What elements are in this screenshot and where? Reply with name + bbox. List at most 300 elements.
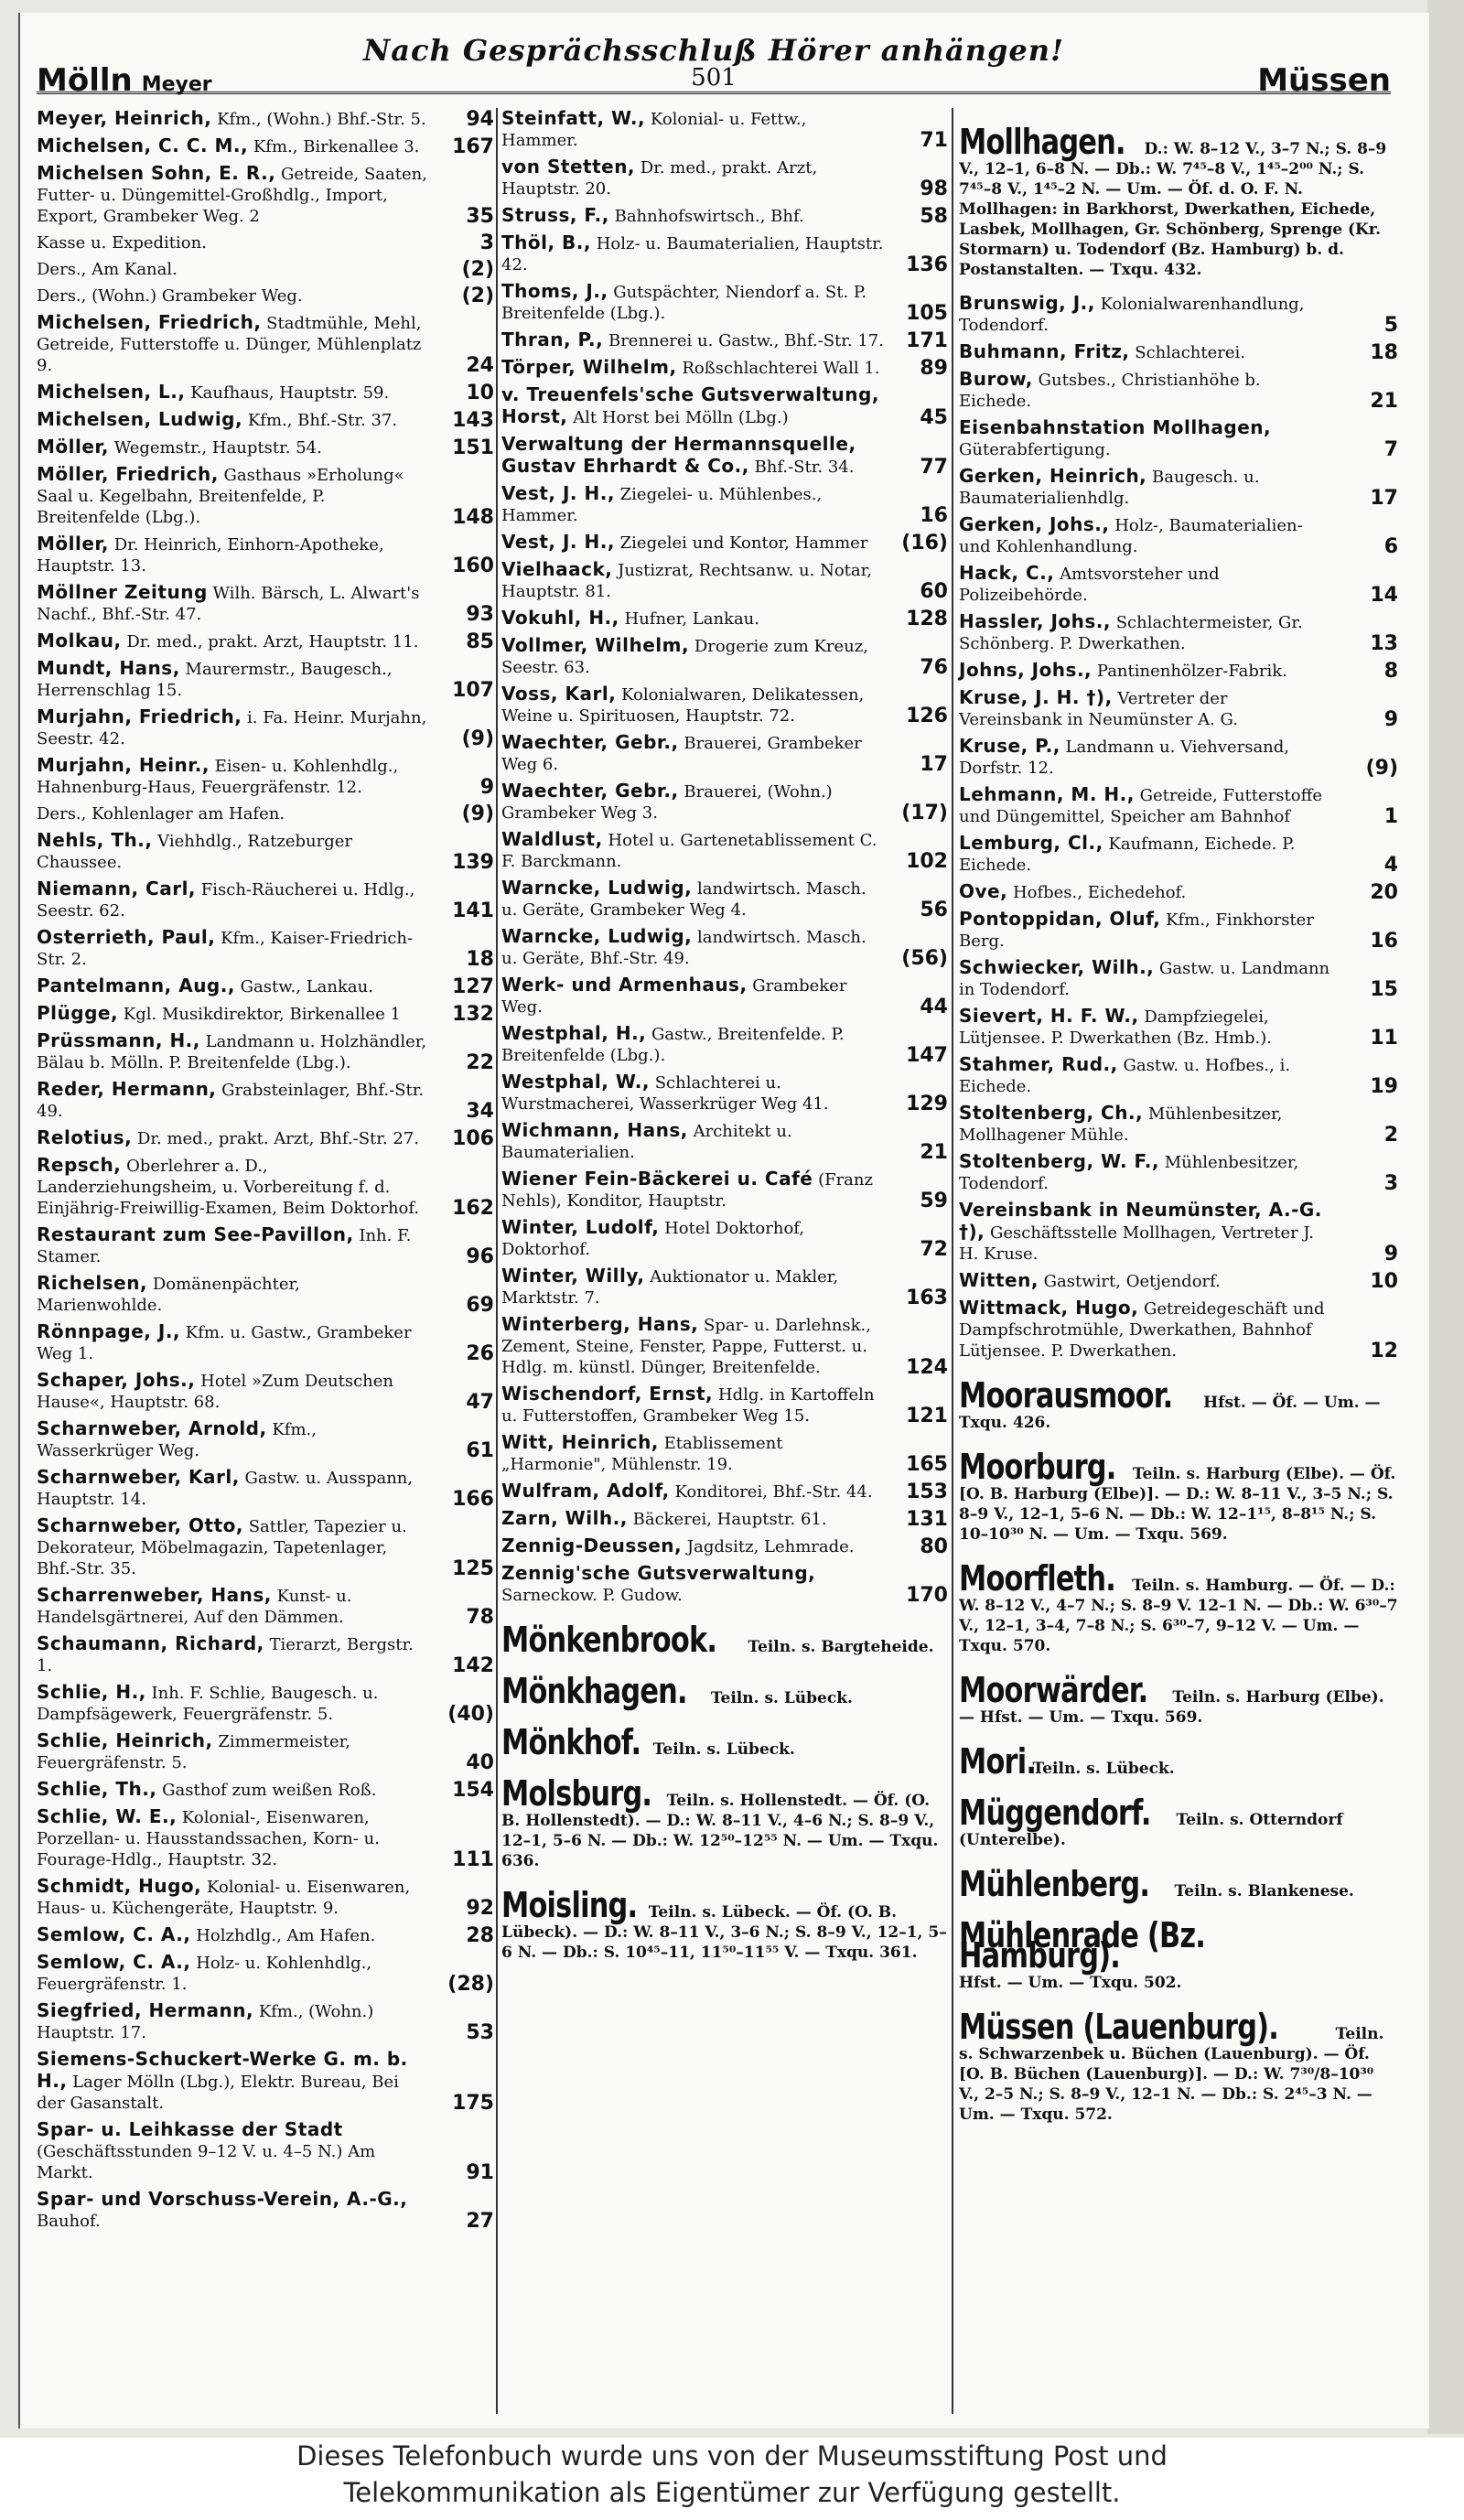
entry-name: Möller, xyxy=(37,436,109,458)
entry-name: Zarn, Wilh., xyxy=(501,1507,628,1529)
entry-name: Buhmann, Fritz, xyxy=(959,340,1130,362)
phone-number: 10 xyxy=(1370,1270,1398,1293)
directory-entry xyxy=(37,1321,494,1364)
entry-name: Schlie, Heinrich, xyxy=(37,1729,213,1751)
entry-details: Tierarzt, Bergstr. 1. xyxy=(37,1635,414,1675)
directory-entry xyxy=(37,1273,494,1316)
directory-entry xyxy=(501,608,948,630)
entry-details: Sattler, Tapezier u. Dekorateur, Möbelmagazin, Tapetenlager, Bhf.-Str. 35. xyxy=(37,1517,407,1578)
entry-name: Winterberg, Hans, xyxy=(501,1313,699,1335)
entry-name: Thöl, B., xyxy=(501,232,591,253)
directory-entry xyxy=(501,684,948,727)
entry-name: Rönnpage, J., xyxy=(37,1320,181,1342)
phone-number: 4 xyxy=(1383,854,1398,877)
entry-details: Gastwirt, Oetjendorf. xyxy=(1043,1272,1221,1291)
place-heading xyxy=(501,1620,948,1660)
directory-entry xyxy=(501,532,948,554)
place-heading xyxy=(501,1722,948,1762)
phone-number: (56) xyxy=(901,947,948,970)
place-name: Molsburg. xyxy=(501,1773,652,1814)
entry-name: Siemens-Schuckert-Werke G. m. b. H., xyxy=(37,2048,408,2092)
entry-name: Gerken, Johs., xyxy=(959,513,1110,535)
entry-name: Ove, xyxy=(959,880,1008,902)
place-heading xyxy=(501,1671,948,1711)
entry-details: Sarneckow. P. Gudow. xyxy=(501,1586,683,1605)
entry-details: Gasthaus »Erholung« Saal u. Kegelbahn, Breitenfelde, P. Breitenfelde (Lbg.). xyxy=(37,466,404,527)
entry-name: Schmidt, Hugo, xyxy=(37,1875,202,1897)
directory-entry xyxy=(501,1535,948,1557)
phone-number: 102 xyxy=(906,850,948,873)
directory-entry xyxy=(37,436,494,458)
directory-entry xyxy=(501,232,948,275)
place-info: D.: W. 8–12 V., 3–7 N.; S. 8–9 V., 12–1, 6–8 N. — Db.: W. 7⁴⁵–8 V., 1⁴⁵–2⁰⁰ N.; S. 7⁴⁵–8 V., 1⁴⁵–2 N. — Um. — Öf. d. O. F. N. Mollhagen: in Barkhorst, Dwerkathen, Eichede, Lasbek, Mollhagen, Gr. Schönberg, Sprenge (Kr. Stormarn) u. Todendorf (Bz. Hamburg) b. d. Postanstalten. — Txqu. 432. xyxy=(959,140,1387,279)
phone-number: 56 xyxy=(920,899,948,921)
entry-name: Winter, Ludolf, xyxy=(501,1216,660,1238)
directory-entry xyxy=(959,341,1398,363)
page-number: 501 xyxy=(691,64,737,92)
phone-number: 85 xyxy=(466,630,494,653)
entry-details: Domänenpächter, Marienwohlde. xyxy=(37,1275,300,1315)
directory-entry xyxy=(959,1103,1398,1146)
directory-entry xyxy=(37,1806,494,1870)
phone-number: 77 xyxy=(920,456,948,479)
directory-entry xyxy=(959,1200,1398,1265)
entry-name: Prüssmann, H., xyxy=(37,1029,200,1051)
entry-details: Stadtmühle, Mehl, Getreide, Futterstoffe u. Dünger, Mühlenplatz 9. xyxy=(37,314,422,375)
entry-details: Kolonialwaren, Delikatessen, Weine u. Spirituosen, Hauptstr. 72. xyxy=(501,685,865,726)
phone-number: 40 xyxy=(466,1751,494,1774)
directory-entry xyxy=(37,975,494,997)
place-heading xyxy=(959,1741,1398,1782)
directory-entry xyxy=(501,1023,948,1066)
phone-number: 80 xyxy=(920,1535,948,1558)
entry-name: Möller, Friedrich, xyxy=(37,463,219,485)
directory-entry xyxy=(959,1151,1398,1194)
phone-number: (17) xyxy=(901,802,948,824)
entry-details: Dr. med., prakt. Arzt, Hauptstr. 11. xyxy=(126,632,419,652)
directory-entry xyxy=(501,1120,948,1163)
directory-entry xyxy=(37,582,494,625)
directory-entry xyxy=(959,293,1398,336)
entry-name: Warncke, Ludwig, xyxy=(501,925,693,947)
phone-number: 18 xyxy=(1370,341,1398,364)
entry-name: Witten, xyxy=(959,1269,1039,1291)
phone-number: 128 xyxy=(906,608,948,630)
phone-number: 44 xyxy=(920,996,948,1018)
place-heading xyxy=(959,1915,1398,1993)
phone-number: 17 xyxy=(920,753,948,776)
footer-line-2: Telekommunikation als Eigentümer zur Verfügung gestellt. xyxy=(343,2477,1121,2508)
entry-details: Inh. F. Schlie, Baugesch. u. Dampfsägewerk, Feuergräfenstr. 5. xyxy=(37,1684,379,1724)
column-divider xyxy=(952,108,953,2414)
phone-number: 76 xyxy=(920,656,948,679)
entry-details: Grabsteinlager, Bhf.-Str. 49. xyxy=(37,1081,425,1121)
entry-name: Wichmann, Hans, xyxy=(501,1119,688,1141)
phone-number: 24 xyxy=(466,354,494,377)
entry-name: Thran, P., xyxy=(501,328,604,350)
entry-name: Spar- und Vorschuss-Verein, A.-G., xyxy=(37,2188,408,2210)
directory-entry xyxy=(37,1515,494,1579)
phone-number: 147 xyxy=(906,1044,948,1067)
entry-name: Zennig-Deussen, xyxy=(501,1535,683,1556)
place-info: Teiln. s. Harburg (Elbe). — Öf. [O. B. Harburg (Elbe)]. — D.: W. 8–11 V., 3–5 N.; S. 8–9 V., 12–1, 5–6 N. — Db.: W. 12–1¹⁵, 8–8¹⁵ N.; S. 10–10³⁰ N. — Um. — Txqu. 569. xyxy=(959,1465,1396,1544)
entry-name: Michelsen, Friedrich, xyxy=(37,311,262,333)
directory-entry xyxy=(501,434,948,478)
place-heading xyxy=(959,2007,1398,2125)
phone-number: 18 xyxy=(466,948,494,971)
entry-name: Vokuhl, H., xyxy=(501,607,619,629)
phone-number: 17 xyxy=(1370,487,1398,510)
entry-details: Hotel Doktorhof, Doktorhof. xyxy=(501,1219,805,1259)
entry-name: Repsch, xyxy=(37,1154,122,1176)
entry-details: Auktionator u. Makler, Marktstr. 7. xyxy=(501,1267,839,1308)
place-info: Teiln. s. Hollenstedt. — Öf. (O. B. Hollenstedt). — D.: W. 8–11 V., 4–6 N.; S. 8–9 V., 12–1, 5–6 N. — Db.: W. 12⁵⁰–12⁵⁵ N. — Um. — Txqu. 636. xyxy=(501,1792,939,1870)
entry-details: Gastw. u. Landmann in Todendorf. xyxy=(959,959,1330,999)
entry-details: Kaufmann, Eichede. P. Eichede. xyxy=(959,835,1296,875)
entry-name: Vest, J. H., xyxy=(501,531,615,553)
phone-number: 14 xyxy=(1370,584,1398,607)
entry-name: Richelsen, xyxy=(37,1272,148,1294)
entry-name: Hack, C., xyxy=(959,562,1055,584)
entry-name: Möller, xyxy=(37,533,109,555)
directory-entry xyxy=(37,409,494,431)
directory-entry xyxy=(37,1418,494,1461)
directory-entry xyxy=(37,830,494,873)
entry-name: Hassler, Johs., xyxy=(959,610,1111,632)
directory-entry xyxy=(37,1079,494,1122)
entry-name: Westphal, W., xyxy=(501,1071,650,1093)
phone-number: 92 xyxy=(466,1897,494,1920)
directory-entry xyxy=(501,1265,948,1308)
phone-number: 60 xyxy=(920,580,948,603)
directory-entry xyxy=(959,784,1398,827)
entry-name: Spar- u. Leihkasse der Stadt xyxy=(37,2118,343,2140)
entry-details: Ders., Kohlenlager am Hafen. xyxy=(37,804,285,824)
entry-details: Kfm., Kaiser-Friedrich-Str. 2. xyxy=(37,929,414,969)
entry-details: Wilh. Bärsch, L. Alwart's Nachf., Bhf.-Str. 47. xyxy=(37,584,420,624)
entry-name: Törper, Wilhelm, xyxy=(501,356,677,378)
entry-details: Jagdsitz, Lehmrade. xyxy=(686,1537,855,1556)
entry-name: Wiener Fein-Bäckerei u. Café xyxy=(501,1168,813,1190)
phone-number: 47 xyxy=(466,1391,494,1414)
entry-name: Waechter, Gebr., xyxy=(501,780,679,802)
place-info: Teiln. s. Bargteheide. xyxy=(748,1638,934,1656)
directory-entry xyxy=(37,2000,494,2043)
entry-name: Osterrieth, Paul, xyxy=(37,926,216,948)
directory-entry xyxy=(501,1314,948,1378)
directory-entry xyxy=(37,1876,494,1919)
entry-name: Zennig'sche Gutsverwaltung, xyxy=(501,1562,816,1584)
place-name: Müssen (Lauenburg). xyxy=(959,2007,1279,2047)
entry-details: Fisch-Räucherei u. Hdlg., Seestr. 62. xyxy=(37,880,415,921)
page-header xyxy=(37,33,1391,99)
entry-name: Wischendorf, Ernst, xyxy=(501,1383,714,1405)
phone-number: (2) xyxy=(461,285,494,307)
entry-details: Getreidegeschäft und Dampfschrotmühle, Dwerkathen, Bahnhof Lütjensee. P. Dwerkathen. xyxy=(959,1299,1325,1361)
directory-entry xyxy=(501,357,948,379)
entry-details: Gasthof zum weißen Roß. xyxy=(162,1781,377,1800)
entry-name: Michelsen, L., xyxy=(37,381,186,403)
place-heading xyxy=(959,1447,1398,1545)
directory-entry xyxy=(959,514,1398,557)
phone-number: 72 xyxy=(920,1238,948,1261)
phone-number: (2) xyxy=(461,258,494,281)
entry-details: Kunst- u. Handelsgärtnerei, Auf den Dämmen. xyxy=(37,1587,352,1627)
phone-number: 139 xyxy=(452,851,494,874)
entry-details: Ziegelei- u. Mühlenbes., Hammer. xyxy=(501,485,823,525)
entry-name: Murjahn, Heinr., xyxy=(37,754,210,776)
phone-number: 10 xyxy=(466,382,494,404)
directory-entry xyxy=(37,927,494,970)
entry-details: Bahnhofswirtsch., Bhf. xyxy=(614,207,804,226)
phone-number: (40) xyxy=(447,1703,494,1726)
place-name: Moorburg. xyxy=(959,1447,1116,1487)
entry-name: Wulfram, Adolf, xyxy=(501,1480,670,1502)
entry-details: Mühlenbesitzer, Todendorf. xyxy=(959,1153,1299,1193)
entry-name: Semlow, C. A., xyxy=(37,1923,191,1945)
entry-details: Maurermstr., Baugesch., Herrenschlag 15. xyxy=(37,660,393,700)
directory-entry xyxy=(37,2119,494,2183)
directory-entry xyxy=(37,259,494,280)
directory-entry xyxy=(37,108,494,130)
phone-number: 170 xyxy=(906,1584,948,1607)
directory-entry xyxy=(959,957,1398,1000)
entry-name: Kruse, P., xyxy=(959,735,1060,757)
entry-details: Dampfziegelei, Lütjensee. P. Dwerkathen (Bz. Hmb.). xyxy=(959,1007,1272,1048)
entry-details: Kfm., Bhf.-Str. 37. xyxy=(247,411,398,430)
entry-details: Kfm., (Wohn.) Bhf.-Str. 5. xyxy=(217,110,426,129)
entry-name: Schlie, W. E., xyxy=(37,1805,178,1827)
entry-details: Güterabfertigung. xyxy=(959,440,1111,459)
place-name: Mühlenberg. xyxy=(959,1864,1150,1904)
place-info: Teiln. s. Lübeck. xyxy=(710,1689,853,1707)
directory-entry xyxy=(501,329,948,351)
phone-number: 171 xyxy=(906,329,948,352)
header-banner: Nach Gesprächsschluß Hörer anhängen! xyxy=(362,33,1065,68)
phone-number: 96 xyxy=(466,1245,494,1268)
entry-details: (Geschäftsstunden 9–12 V. u. 4–5 N.) Am Markt. xyxy=(37,2142,376,2182)
directory-entry xyxy=(37,1370,494,1413)
directory-entry xyxy=(37,1467,494,1510)
directory-entry xyxy=(37,312,494,376)
directory-entry xyxy=(501,1072,948,1115)
entry-name: v. Treuenfels'sche Gutsverwaltung, Horst, xyxy=(501,383,879,427)
phone-number: (9) xyxy=(461,802,494,825)
phone-number: 91 xyxy=(466,2161,494,2184)
phone-number: 175 xyxy=(452,2092,494,2115)
column-divider xyxy=(496,108,498,2414)
entry-details: Holz- u. Baumaterialien, Hauptstr. 42. xyxy=(501,234,884,275)
directory-entry xyxy=(37,1224,494,1267)
place-heading xyxy=(959,1375,1398,1433)
entry-details: Grambeker Weg. xyxy=(501,976,847,1017)
entry-name: Scharrenweber, Hans, xyxy=(37,1584,272,1606)
entry-details: Alt Horst bei Mölln (Lbg.) xyxy=(573,408,789,427)
phone-number: 12 xyxy=(1370,1340,1398,1362)
directory-entry xyxy=(37,1633,494,1676)
directory-entry xyxy=(959,466,1398,509)
directory-entry xyxy=(37,1155,494,1219)
entry-name: Plügge, xyxy=(37,1002,119,1024)
entry-name: Scharnweber, Arnold, xyxy=(37,1417,267,1439)
place-info: Teiln. s. Hamburg. — Öf. — D.: W. 8–12 V., 4–7 N.; S. 8–9 V. 12–1 N. — Db.: W. 6³⁰–7 V., 12–1, 3–4, 7–8 N.; S. 6³⁰–7, 9–12 V. — Um. — Txqu. 570. xyxy=(959,1577,1398,1655)
directory-entry xyxy=(959,833,1398,876)
phone-number: 35 xyxy=(466,205,494,228)
entry-name: Niemann, Carl, xyxy=(37,878,197,899)
entry-details: Drogerie zum Kreuz, Seestr. 63. xyxy=(501,637,868,677)
entry-details: Kaufhaus, Hauptstr. 59. xyxy=(190,383,390,403)
entry-name: Schlie, Th., xyxy=(37,1778,157,1800)
entry-name: Brunswig, J., xyxy=(959,292,1095,314)
phone-number: 7 xyxy=(1383,438,1398,461)
phone-number: 94 xyxy=(466,108,494,131)
entry-name: Michelsen, C. C. M., xyxy=(37,135,249,156)
phone-number: 78 xyxy=(466,1606,494,1629)
directory-entry xyxy=(37,755,494,798)
place-info: Teiln. s. Harburg (Elbe). — Hfst. — Um. — Txqu. 569. xyxy=(959,1688,1384,1727)
place-info: Teiln. s. Blankenese. xyxy=(1174,1882,1354,1901)
phone-number: 93 xyxy=(466,603,494,626)
phone-number: 19 xyxy=(1370,1075,1398,1098)
entry-details: Konditorei, Bhf.-Str. 44. xyxy=(674,1482,873,1502)
entry-name: Michelsen, Ludwig, xyxy=(37,408,243,430)
entry-details: Dr. med., prakt. Arzt, Bhf.-Str. 27. xyxy=(136,1129,419,1148)
entry-details: Brauerei, (Wohn.) Grambeker Weg 3. xyxy=(501,782,833,823)
entry-name: Wittmack, Hugo, xyxy=(959,1297,1139,1319)
phone-number: 107 xyxy=(452,679,494,702)
entry-details: Bäckerei, Hauptstr. 61. xyxy=(632,1510,827,1529)
entry-details: i. Fa. Heinr. Murjahn, Seestr. 42. xyxy=(37,708,427,748)
phone-number: 16 xyxy=(1370,930,1398,953)
entry-name: Stahmer, Rud., xyxy=(959,1053,1118,1075)
phone-number: 163 xyxy=(906,1287,948,1309)
entry-name: Sievert, H. F. W., xyxy=(959,1005,1139,1027)
phone-number: 106 xyxy=(452,1127,494,1150)
entry-details: Hofbes., Eichedehof. xyxy=(1012,883,1187,902)
entry-name: Siegfried, Hermann, xyxy=(37,1999,254,2021)
phone-number: 61 xyxy=(466,1439,494,1462)
directory-entry xyxy=(959,881,1398,903)
entry-details: Gastw., Lankau. xyxy=(240,977,373,996)
entry-name: Schaumann, Richard, xyxy=(37,1632,264,1654)
phone-number: 2 xyxy=(1383,1124,1398,1147)
entry-name: Winter, Willy, xyxy=(501,1265,645,1287)
entry-name: Thoms, J., xyxy=(501,280,608,302)
phone-number: 27 xyxy=(466,2210,494,2233)
entry-details: Brennerei u. Gastw., Bhf.-Str. 17. xyxy=(608,331,884,350)
entry-details: Schlachterei. xyxy=(1135,343,1246,362)
directory-entry xyxy=(501,781,948,824)
entry-name: Semlow, C. A., xyxy=(37,1951,191,1973)
entry-details: Gastw. u. Ausspann, Hauptstr. 14. xyxy=(37,1469,414,1509)
phone-number: 71 xyxy=(920,129,948,152)
entry-details: Viehhdlg., Ratzeburger Chaussee. xyxy=(37,832,352,872)
entry-name: Verwaltung der Hermannsquelle, Gustav Ehrhardt & Co., xyxy=(501,433,856,477)
place-name: Moorwärder. xyxy=(959,1670,1148,1710)
directory-entry xyxy=(37,1924,494,1946)
entry-name: Stoltenberg, W. F., xyxy=(959,1150,1159,1172)
entry-details: Hdlg. in Kartoffeln u. Futterstoffen, Grambeker Weg 15. xyxy=(501,1385,875,1426)
entry-name: Vereinsbank in Neumünster, A.-G. †), xyxy=(959,1199,1322,1243)
directory-entry xyxy=(959,611,1398,654)
phone-number: 45 xyxy=(920,406,948,429)
place-heading xyxy=(501,1885,948,1963)
directory-entry xyxy=(501,1481,948,1502)
entry-details: Spar- u. Darlehnsk., Zement, Steine, Fenster, Pappe, Futterst. u. Hdlg. m. künstl. Dünger, Breitenfelde. xyxy=(501,1316,871,1377)
directory-entry xyxy=(501,205,948,227)
phone-number: 9 xyxy=(479,776,494,799)
phone-number: 21 xyxy=(920,1141,948,1164)
entry-name: Stoltenberg, Ch., xyxy=(959,1102,1144,1124)
phone-number: 165 xyxy=(906,1453,948,1476)
entry-name: Eisenbahnstation Mollhagen, xyxy=(959,416,1272,438)
entry-details: Baugesch. u. Baumaterialienhdlg. xyxy=(959,468,1260,508)
phone-number: 6 xyxy=(1383,535,1398,558)
phone-number: 153 xyxy=(906,1481,948,1503)
entry-details: Holz- u. Kohlenhdlg., Feuergräfenstr. 1. xyxy=(37,1954,372,1994)
place-info: Teiln. s. Lübeck. — Öf. (O. B. Lübeck). — D.: W. 8–11 V., 3–6 N.; S. 8–9 V., 12–1, 5–6 N. — Db.: S. 10⁴⁵–11, 11⁵⁰–11⁵⁵ V. — Txqu. 361. xyxy=(501,1903,947,1962)
left-keyword-name: Meyer xyxy=(141,73,212,96)
phone-number: 3 xyxy=(1383,1172,1398,1195)
phone-number: 98 xyxy=(920,178,948,200)
phone-number: (16) xyxy=(901,532,948,555)
directory-entry xyxy=(959,417,1398,460)
directory-entry xyxy=(959,909,1398,952)
entry-name: Relotius, xyxy=(37,1126,133,1148)
phone-number: 162 xyxy=(452,1197,494,1220)
entry-name: Schlie, H., xyxy=(37,1681,146,1703)
directory-entry xyxy=(959,1006,1398,1049)
directory-entry xyxy=(501,1217,948,1260)
place-heading xyxy=(959,1864,1398,1904)
entry-details: landwirtsch. Masch. u. Geräte, Grambeker Weg 4. xyxy=(501,879,867,920)
entry-details: Gastw. u. Hofbes., i. Eichede. xyxy=(959,1056,1291,1096)
place-heading xyxy=(959,1558,1398,1656)
entry-name: Werk- und Armenhaus, xyxy=(501,974,748,996)
entry-details: Kfm., Wasserkrüger Weg. xyxy=(37,1420,317,1460)
directory-entry xyxy=(501,1508,948,1530)
phone-number: 16 xyxy=(920,504,948,527)
directory-entry xyxy=(37,1682,494,1725)
directory-entry xyxy=(501,281,948,324)
entry-details: Holzhdlg., Am Hafen. xyxy=(196,1926,376,1945)
phone-number: 13 xyxy=(1370,632,1398,655)
directory-entry xyxy=(37,630,494,652)
entry-details: landwirtsch. Masch. u. Geräte, Bhf.-Str. 49. xyxy=(501,928,867,968)
place-heading xyxy=(501,1773,948,1871)
entry-details: Gutspächter, Niendorf a. St. P. Breitenfelde (Lbg.). xyxy=(501,283,867,323)
directory-entry xyxy=(959,1054,1398,1097)
directory-entry xyxy=(501,156,948,199)
entry-name: Steinfatt, W., xyxy=(501,107,646,129)
phone-number: 53 xyxy=(466,2021,494,2044)
phone-number: 15 xyxy=(1370,978,1398,1001)
phone-number: (9) xyxy=(461,727,494,750)
place-name: Moorausmoor. xyxy=(959,1375,1173,1416)
entry-details: Kfm., (Wohn.) Hauptstr. 17. xyxy=(37,2002,374,2042)
entry-details: Landmann u. Viehversand, Dorfstr. 12. xyxy=(959,738,1290,778)
entry-details: Wegemstr., Hauptstr. 54. xyxy=(113,438,322,458)
entry-details: Etablissement „Harmonie", Mühlenstr. 19. xyxy=(501,1434,783,1474)
directory-entry xyxy=(37,163,494,227)
page-edge xyxy=(1427,0,1464,2434)
phone-number: 9 xyxy=(1383,1243,1398,1265)
phone-number: 59 xyxy=(920,1190,948,1212)
directory-entry xyxy=(501,1384,948,1427)
directory-entry xyxy=(959,369,1398,412)
directory-entry xyxy=(37,803,494,824)
phone-number: 89 xyxy=(920,357,948,380)
